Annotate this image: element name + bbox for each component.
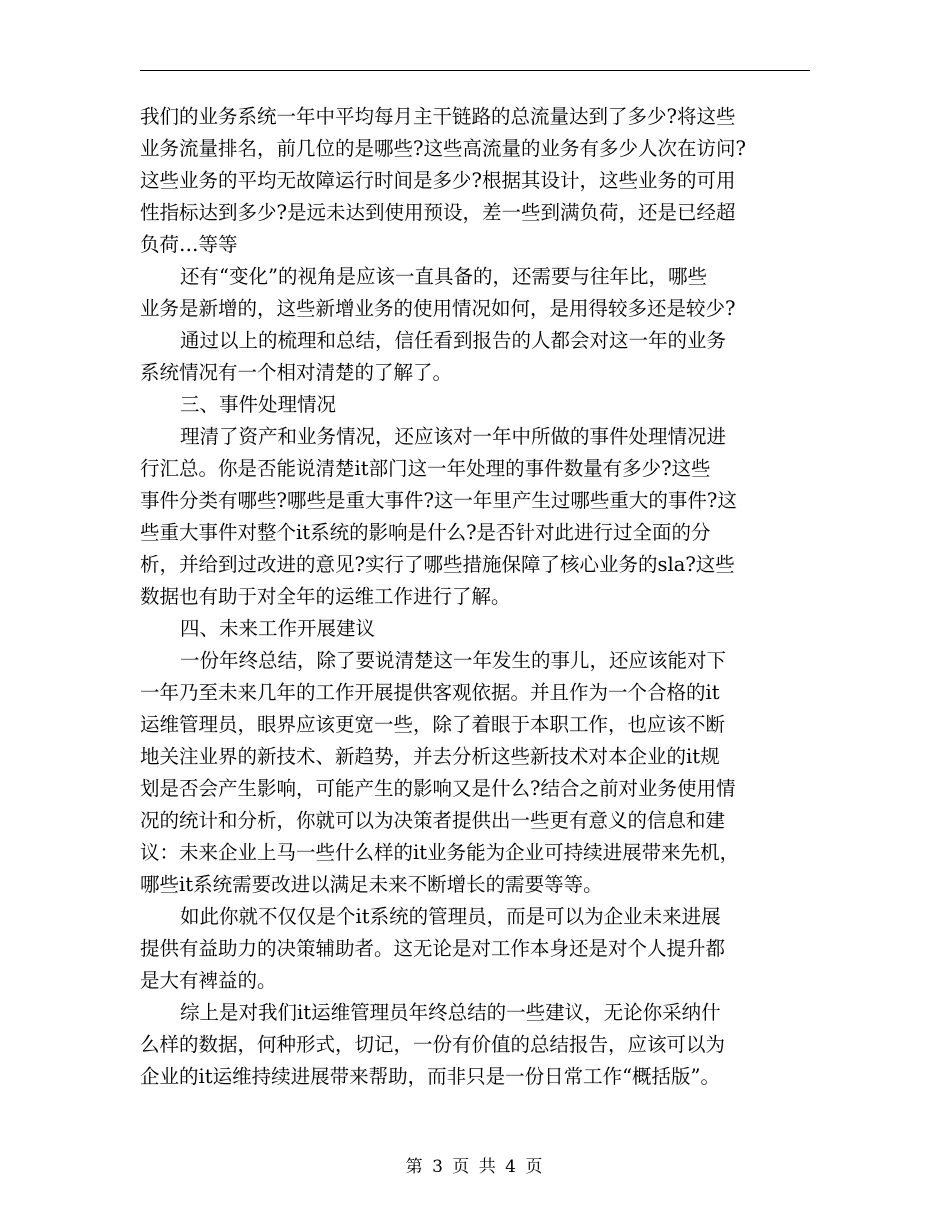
text-line: 理清了资产和业务情况，还应该对一年中所做的事件处理情况进 [180, 425, 727, 448]
text-line: 议：未来企业上马一些什么样的it业务能为企业可持续进展带来先机， [140, 841, 740, 864]
text-line: 系统情况有一个相对清楚的了解了。 [140, 361, 453, 384]
text-line: 事件分类有哪些?哪些是重大事件?这一年里产生过哪些重大的事件?这 [140, 489, 737, 512]
text-line: 还有“变化”的视角是应该一直具备的，还需要与往年比，哪些 [180, 265, 707, 288]
text-line: 负荷…等等 [140, 233, 238, 256]
text-line: 是大有裨益的。 [140, 969, 277, 992]
document-body [140, 101, 820, 1093]
text-line: 况的统计和分析，你就可以为决策者提供出一些更有意义的信息和建 [140, 809, 726, 832]
header-rule [140, 70, 810, 71]
text-line: 我们的业务系统一年中平均每月主干链路的总流量达到了多少?将这些 [140, 105, 736, 128]
text-line: 行汇总。你是否能说清楚it部门这一年处理的事件数量有多少?这些 [140, 457, 711, 480]
text-line: 地关注业界的新技术、新趋势，并去分析这些新技术对本企业的it规 [140, 745, 720, 768]
text-line: 一份年终总结，除了要说清楚这一年发生的事儿，还应该能对下 [180, 649, 727, 672]
text-line: 业务是新增的，这些新增业务的使用情况如何，是用得较多还是较少? [140, 297, 736, 320]
text-line: 这些业务的平均无故障运行时间是多少?根据其设计，这些业务的可用 [140, 169, 736, 192]
text-line: 划是否会产生影响，可能产生的影响又是什么?结合之前对业务使用情 [140, 777, 736, 800]
text-line: 运维管理员，眼界应该更宽一些，除了着眼于本职工作，也应该不断 [140, 713, 726, 736]
text-line: 数据也有助于对全年的运维工作进行了解。 [140, 585, 511, 608]
text-line: 一年乃至未来几年的工作开展提供客观依据。并且作为一个合格的it [140, 681, 720, 704]
text-line: 么样的数据，何种形式，切记，一份有价值的总结报告，应该可以为 [140, 1033, 726, 1056]
page-number-footer: 第 3 页 共 4 页 [405, 1157, 545, 1177]
text-line: 通过以上的梳理和总结，信任看到报告的人都会对这一年的业务 [180, 329, 727, 352]
text-line: 些重大事件对整个it系统的影响是什么?是否针对此进行过全面的分 [140, 521, 711, 544]
section-heading: 四、未来工作开展建议 [180, 617, 376, 640]
text-line: 析，并给到过改进的意见?实行了哪些措施保障了核心业务的sla?这些 [140, 553, 735, 576]
text-line: 综上是对我们it运维管理员年终总结的一些建议，无论你采纳什 [180, 1001, 721, 1024]
section-heading: 三、事件处理情况 [180, 393, 337, 416]
text-line: 如此你就不仅仅是个it系统的管理员，而是可以为企业未来进展 [180, 905, 721, 928]
text-line: 性指标达到多少?是远未达到使用预设，差一些到满负荷，还是已经超 [140, 201, 736, 224]
text-line: 提供有益助力的决策辅助者。这无论是对工作本身还是对个人提升都 [140, 937, 726, 960]
text-line: 企业的it运维持续进展带来帮助，而非只是一份日常工作“概括版”。 [140, 1065, 721, 1088]
text-line: 业务流量排名，前几位的是哪些?这些高流量的业务有多少人次在访问? [140, 137, 746, 160]
text-line: 哪些it系统需要改进以满足未来不断增长的需要等等。 [140, 873, 603, 896]
